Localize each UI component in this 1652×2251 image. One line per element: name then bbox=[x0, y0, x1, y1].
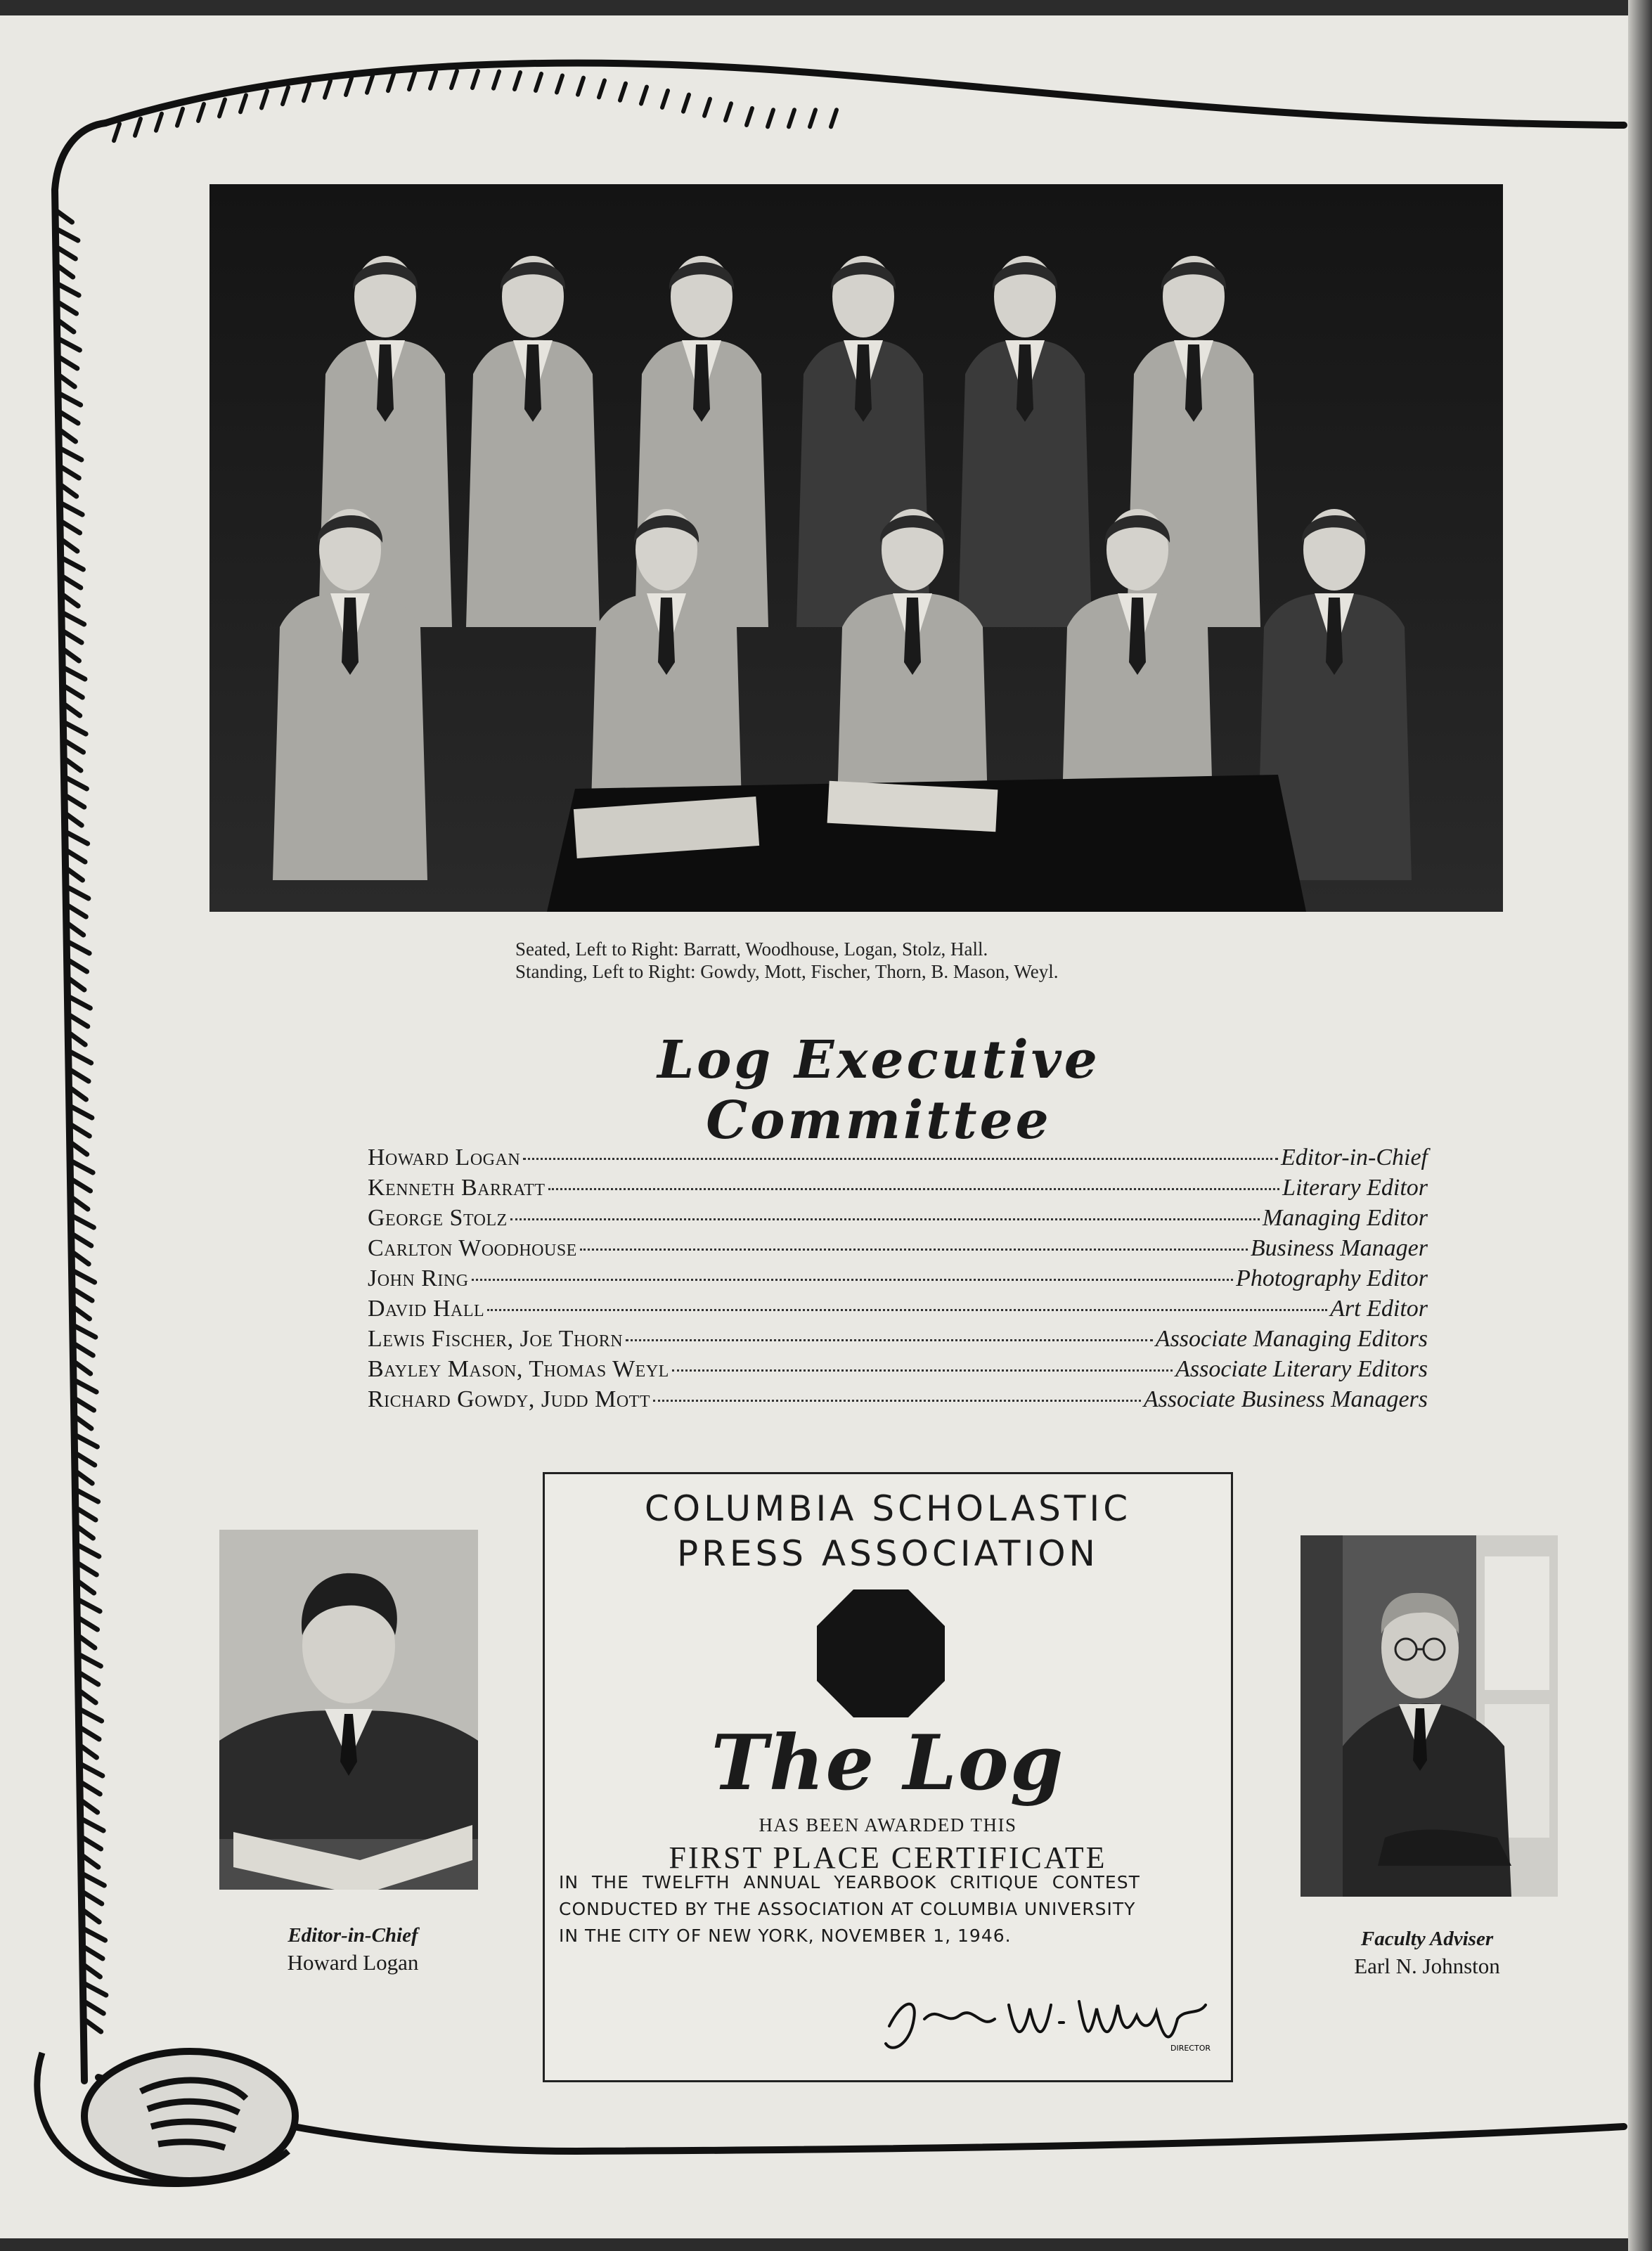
roster-row bbox=[368, 1265, 1428, 1296]
roster-row bbox=[368, 1356, 1428, 1386]
roster-member-name: Lewis Fischer, Joe Thorn bbox=[368, 1326, 624, 1352]
roster-member-name: John Ring bbox=[368, 1265, 469, 1291]
roster-leader-dots bbox=[487, 1309, 1327, 1311]
roster-member-name: Bayley Mason, Thomas Weyl bbox=[368, 1356, 669, 1382]
roster-row bbox=[368, 1386, 1428, 1417]
roster-member-role: Associate Business Managers bbox=[1143, 1386, 1428, 1412]
roster-member-role: Editor-in-Chief bbox=[1281, 1144, 1428, 1170]
roster-member-name: Kenneth Barratt bbox=[368, 1175, 546, 1201]
caption-standing: Standing, Left to Right: Gowdy, Mott, Fischer, Thorn, B. Mason, Weyl. bbox=[515, 961, 1059, 982]
certificate-publication: The Log bbox=[711, 1719, 1065, 1807]
editor-role-label: Editor-in-Chief bbox=[288, 1924, 418, 1947]
roster-leader-dots bbox=[626, 1339, 1153, 1341]
roster-row bbox=[368, 1326, 1428, 1356]
roster-member-name: Howard Logan bbox=[368, 1144, 521, 1170]
roster-row bbox=[368, 1235, 1428, 1265]
roster-member-name: Carlton Woodhouse bbox=[368, 1235, 577, 1261]
certificate-text-line-3: IN THE CITY OF NEW YORK, NOVEMBER 1, 1946. bbox=[559, 1926, 1012, 1946]
roster-row bbox=[368, 1175, 1428, 1205]
adviser-portrait-photo bbox=[1301, 1535, 1558, 1897]
roster-leader-dots bbox=[672, 1369, 1173, 1372]
roster-member-role: Photography Editor bbox=[1236, 1265, 1428, 1291]
roster-member-name: David Hall bbox=[368, 1296, 485, 1322]
roster-member-role: Managing Editor bbox=[1262, 1205, 1428, 1231]
certificate-award-name: FIRST PLACE CERTIFICATE bbox=[669, 1840, 1107, 1875]
caption-seated: Seated, Left to Right: Barratt, Woodhouse, Logan, Stolz, Hall. bbox=[515, 939, 988, 960]
group-photo bbox=[209, 184, 1503, 912]
octagon-seal-icon bbox=[814, 1587, 948, 1720]
roster-member-role: Associate Managing Editors bbox=[1155, 1326, 1428, 1352]
roster-leader-dots bbox=[580, 1249, 1248, 1251]
certificate-text-line-1: IN THE TWELFTH ANNUAL YEARBOOK CRITIQUE CONTEST bbox=[559, 1872, 1140, 1892]
roster-row bbox=[368, 1205, 1428, 1235]
director-signature bbox=[875, 1977, 1220, 2061]
roster-member-role: Literary Editor bbox=[1282, 1175, 1428, 1201]
roster-leader-dots bbox=[523, 1158, 1278, 1160]
roster-leader-dots bbox=[548, 1188, 1280, 1190]
roster-leader-dots bbox=[510, 1218, 1260, 1220]
roster-member-name: Richard Gowdy, Judd Mott bbox=[368, 1386, 650, 1412]
roster-leader-dots bbox=[653, 1400, 1141, 1402]
certificate-text-line-2: CONDUCTED BY THE ASSOCIATION AT COLUMBIA UNIVERSITY bbox=[559, 1899, 1136, 1919]
adviser-name-label: Earl N. Johnston bbox=[1354, 1954, 1500, 1978]
roster-leader-dots bbox=[472, 1279, 1234, 1281]
signature-title: DIRECTOR bbox=[1170, 2044, 1211, 2053]
roster-row bbox=[368, 1144, 1428, 1175]
roster-member-role: Associate Literary Editors bbox=[1175, 1356, 1428, 1382]
roster-member-role: Art Editor bbox=[1330, 1296, 1428, 1322]
adviser-role-label: Faculty Adviser bbox=[1360, 1928, 1494, 1950]
committee-title: Log Executive Committee bbox=[657, 1030, 1100, 1151]
roster-member-role: Business Manager bbox=[1250, 1235, 1428, 1261]
certificate-org-line-2: PRESS ASSOCIATION bbox=[677, 1533, 1099, 1574]
scroll-curl bbox=[37, 2051, 295, 2184]
editor-name-label: Howard Logan bbox=[287, 1950, 419, 1975]
award-certificate bbox=[543, 1472, 1233, 2082]
top-edge-hatching bbox=[114, 71, 837, 141]
editor-portrait-photo bbox=[219, 1530, 478, 1890]
roster-member-name: George Stolz bbox=[368, 1205, 508, 1231]
certificate-awarded-text: HAS BEEN AWARDED THIS bbox=[759, 1814, 1017, 1836]
roster-row bbox=[368, 1296, 1428, 1326]
committee-roster bbox=[368, 1144, 1428, 1417]
certificate-org-line-1: COLUMBIA SCHOLASTIC bbox=[644, 1488, 1132, 1529]
